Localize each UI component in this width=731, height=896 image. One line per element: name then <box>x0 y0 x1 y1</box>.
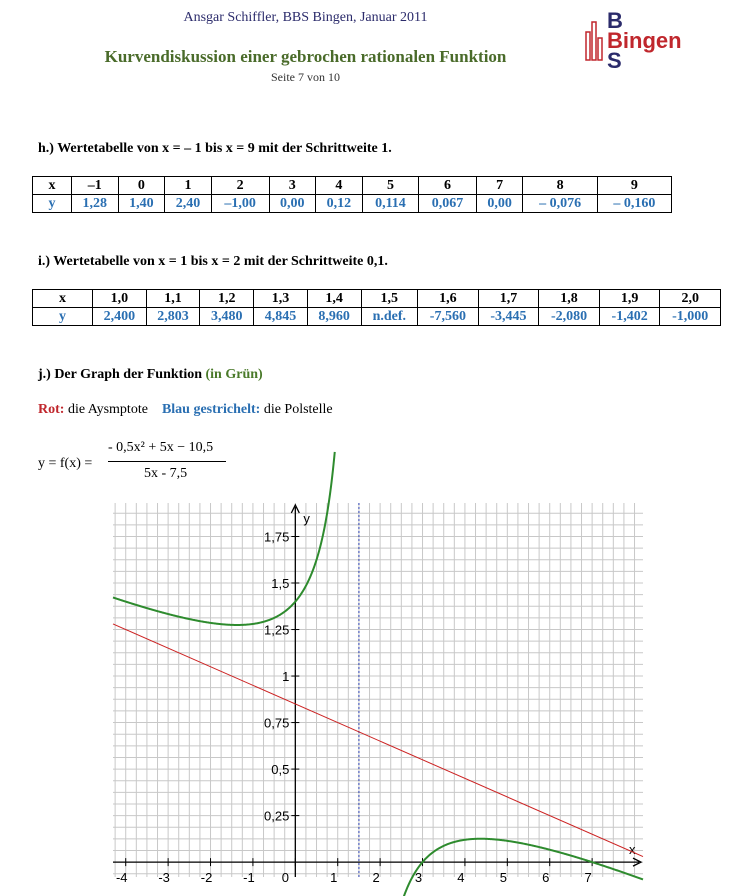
page-number: Seite 7 von 10 <box>271 70 340 84</box>
formula-lhs: y = f(x) = <box>38 456 93 471</box>
y-axis-label: y <box>303 511 310 526</box>
table-cell: 1 <box>165 177 212 195</box>
heading-i: i.) Wertetabelle von x = 1 bis x = 2 mit der Schrittweite 0,1. <box>38 254 388 269</box>
table-cell: 1,1 <box>146 290 200 308</box>
table-cell: 2,0 <box>660 290 721 308</box>
legend-blue-text: die Polstelle <box>263 402 333 417</box>
x-tick-label: 5 <box>499 870 507 886</box>
table-i-x-label: x <box>33 290 93 308</box>
table-cell: 6 <box>419 177 477 195</box>
fraction-bar <box>108 461 226 462</box>
logo-bingen: Bingen <box>607 28 682 53</box>
legend-red-label: Rot: <box>38 402 65 417</box>
logo-bars-icon <box>585 16 607 66</box>
heading-j <box>38 367 263 383</box>
table-cell: 5 <box>362 177 418 195</box>
heading-j-text: j.) Der Graph der Funktion <box>38 367 202 382</box>
table-cell: 1,40 <box>118 195 165 213</box>
header-author: Ansgar Schiffler, BBS Bingen, Januar 2011 <box>183 10 428 25</box>
x-tick-label: -3 <box>158 870 170 886</box>
table-cell: 2 <box>211 177 269 195</box>
x-axis-label: x <box>629 842 636 858</box>
table-cell: -3,445 <box>478 308 539 326</box>
y-tick-label: 1 <box>282 669 290 685</box>
logo-letter-b: B <box>607 8 623 33</box>
y-tick-label: 1,25 <box>264 622 290 638</box>
table-cell: 2,400 <box>93 308 147 326</box>
x-tick-label: 2 <box>372 870 380 886</box>
table-cell: 8 <box>523 177 597 195</box>
x-tick-label: 7 <box>584 870 592 886</box>
table-cell: – 0,076 <box>523 195 597 213</box>
table-cell: 7 <box>476 177 523 195</box>
table-cell: 0,00 <box>476 195 523 213</box>
y-tick-label: 0,75 <box>264 715 290 731</box>
table-h-x-label: x <box>33 177 72 195</box>
table-cell: 1,3 <box>254 290 308 308</box>
table-cell: 4 <box>316 177 363 195</box>
x-tick-label: 0 <box>281 870 289 886</box>
table-cell: 0,12 <box>316 195 363 213</box>
table-cell: -1,402 <box>599 308 660 326</box>
table-cell: 1,4 <box>307 290 361 308</box>
logo-letter-s: S <box>607 48 622 73</box>
table-cell: 4,845 <box>254 308 308 326</box>
table-cell: 1,7 <box>478 290 539 308</box>
table-cell: -2,080 <box>539 308 600 326</box>
table-cell: 8,960 <box>307 308 361 326</box>
table-cell: 9 <box>597 177 671 195</box>
table-cell: 0 <box>118 177 165 195</box>
y-tick-label: 0,5 <box>271 762 290 778</box>
function-curve-right <box>395 839 643 896</box>
table-cell: –1,00 <box>211 195 269 213</box>
table-cell: 1,8 <box>539 290 600 308</box>
table-cell: 0,00 <box>269 195 316 213</box>
formula-numerator: - 0,5x² + 5x − 10,5 <box>108 440 214 455</box>
table-cell: -7,560 <box>418 308 479 326</box>
table-cell: 0,067 <box>419 195 477 213</box>
table-h-y-label: y <box>33 195 72 213</box>
table-cell: 1,28 <box>72 195 119 213</box>
heading-j-color-note: (in Grün) <box>205 367 263 382</box>
x-tick-label: -2 <box>200 870 213 886</box>
legend <box>38 402 333 418</box>
asymptote-line <box>113 624 643 857</box>
table-cell: 2,40 <box>165 195 212 213</box>
x-tick-label: 1 <box>330 870 338 886</box>
table-cell: 1,0 <box>93 290 147 308</box>
value-table-i <box>32 289 721 326</box>
x-tick-label: -4 <box>115 870 128 886</box>
x-tick-label: -1 <box>243 870 255 886</box>
table-cell: 3 <box>269 177 316 195</box>
table-cell: -1,000 <box>660 308 721 326</box>
table-i-y-label: y <box>33 308 93 326</box>
table-cell: 0,114 <box>362 195 418 213</box>
bbs-bingen-logo <box>585 8 705 73</box>
table-cell: 1,2 <box>200 290 254 308</box>
x-tick-label: 6 <box>542 870 550 886</box>
legend-red-text: die Aysmptote <box>67 402 148 417</box>
table-cell: 1,9 <box>599 290 660 308</box>
heading-h: h.) Wertetabelle von x = – 1 bis x = 9 mit der Schrittweite 1. <box>38 141 392 156</box>
table-cell: –1 <box>72 177 119 195</box>
x-tick-label: 4 <box>457 870 465 886</box>
table-cell: – 0,160 <box>597 195 671 213</box>
function-graph <box>113 503 643 886</box>
y-tick-label: 1,75 <box>264 529 290 545</box>
y-tick-label: 1,5 <box>271 576 290 592</box>
y-tick-label: 0,25 <box>264 808 290 824</box>
value-table-h <box>32 176 672 213</box>
table-cell: n.def. <box>361 308 418 326</box>
legend-blue-label: Blau gestrichelt: <box>161 402 261 417</box>
formula-denominator: 5x - 7,5 <box>144 466 188 481</box>
table-cell: 1,5 <box>361 290 418 308</box>
table-cell: 2,803 <box>146 308 200 326</box>
table-cell: 3,480 <box>200 308 254 326</box>
document-title: Kurvendiskussion einer gebrochen rationalen Funktion <box>104 47 507 66</box>
table-cell: 1,6 <box>418 290 479 308</box>
x-tick-label: 3 <box>414 870 423 886</box>
